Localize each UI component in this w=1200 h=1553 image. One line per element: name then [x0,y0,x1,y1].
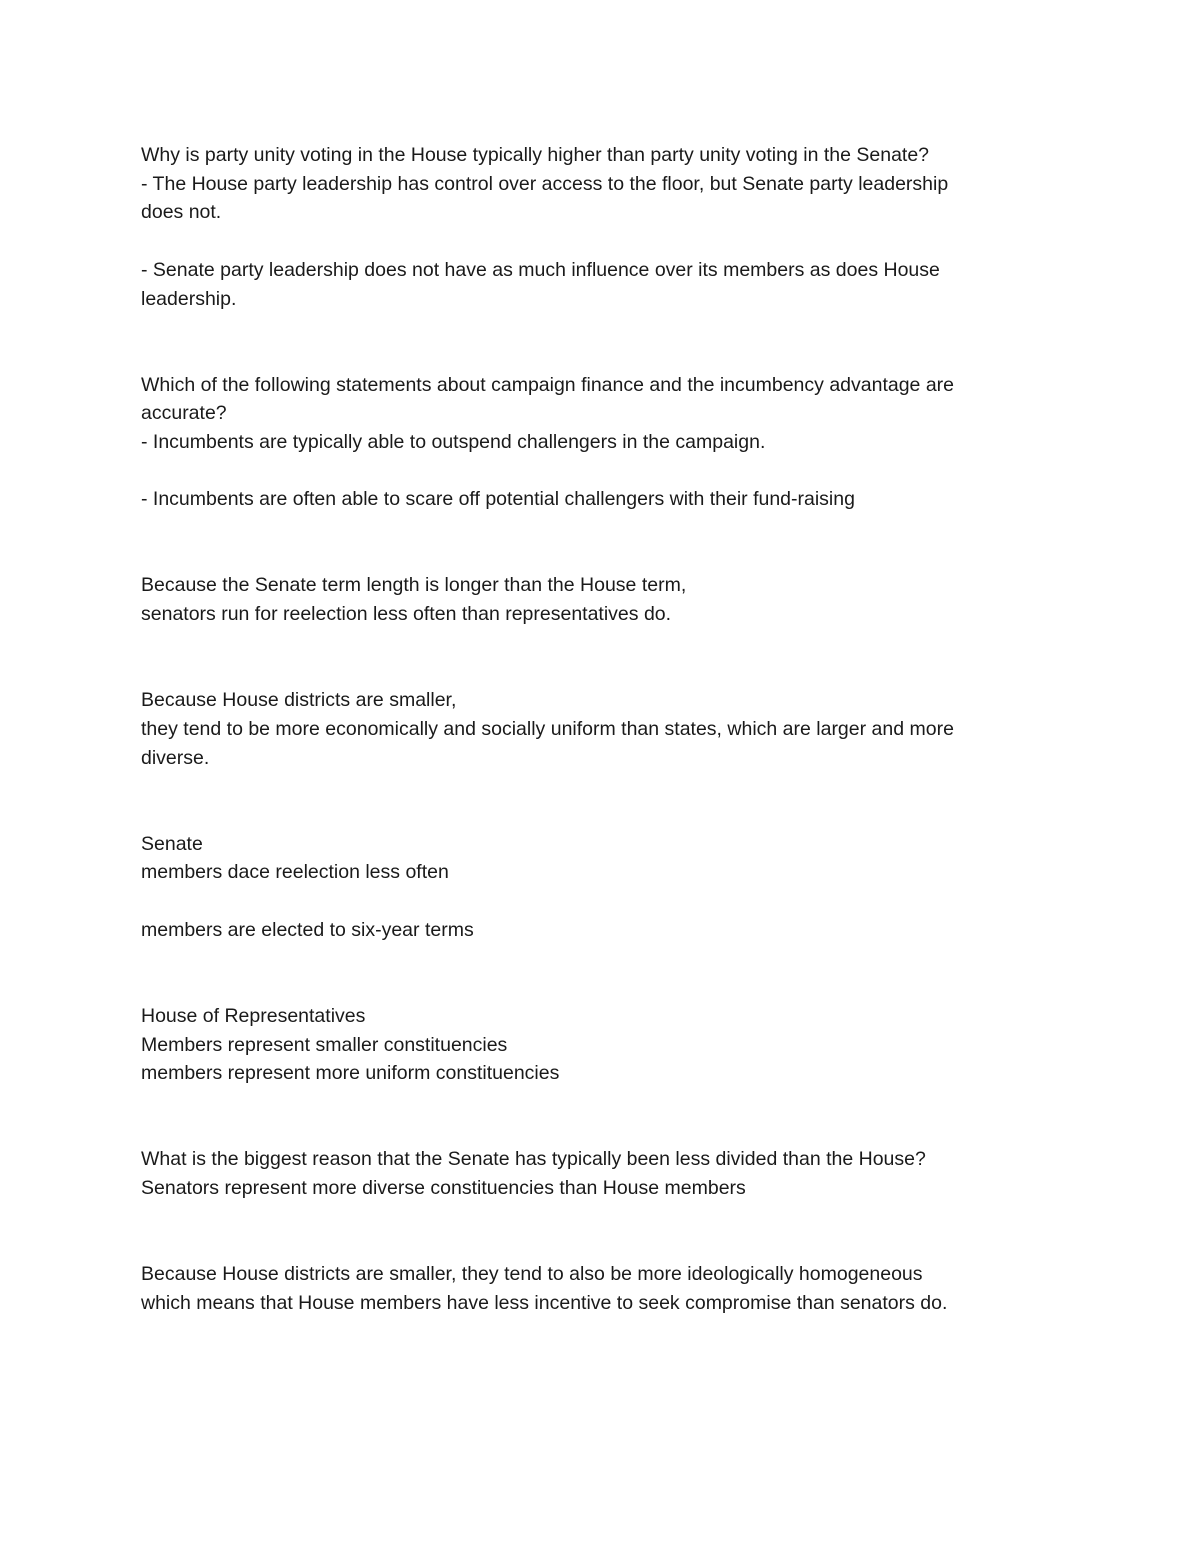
note-text: Because House districts are smaller, [141,689,457,712]
note-house-districts [141,686,1051,772]
note-term-length [141,571,1051,628]
question-senate-divided [141,1145,1051,1202]
section-house [141,1002,1051,1088]
question-party-unity [141,141,1051,227]
spacer [141,313,1051,370]
question-text: Why is party unity voting in the House typically higher than party unity voting in the Senate? [141,144,930,166]
section-item: Members represent smaller constituencies [141,1033,508,1056]
question-campaign-finance [141,371,1051,457]
answer-text: - Incumbents are often able to scare off potential challengers with their fund-raising [141,488,855,511]
note-text: Because the Senate term length is longer than the House term, [141,574,687,597]
section-senate [141,830,1051,887]
answer-party-unity-2 [141,256,1051,313]
spacer [141,457,1051,486]
spacer [141,772,1051,829]
question-text: What is the biggest reason that the Senate has typically been less divided than the House? [141,1148,926,1171]
answer-campaign-finance-2 [141,485,1051,514]
answer-text: - Incumbents are typically able to outspend challengers in the campaign. [141,431,766,453]
spacer [141,887,1051,916]
question-text: accurate? [141,402,227,425]
section-item: members represent more uniform constituencies [141,1062,560,1085]
answer-text: - The House party leadership has control over access to the floor, but Senate party leadership [141,172,949,195]
section-heading: Senate [141,832,203,855]
section-heading: House of Representatives [141,1004,366,1027]
spacer [141,514,1051,571]
note-compromise [141,1260,1051,1317]
question-text: Which of the following statements about campaign finance and the incumbency advantage are [141,373,955,396]
note-text: which means that House members have less incentive to seek compromise than senators do. [141,1291,948,1314]
note-text: senators run for reelection less often than representatives do. [141,603,672,626]
spacer [141,629,1051,686]
spacer [141,945,1051,1002]
answer-text: leadership. [141,287,237,310]
note-text: Because House districts are smaller, they tend to also be more ideologically homogeneous [141,1263,923,1286]
answer-text: Senators represent more diverse constituencies than House members [141,1177,746,1200]
spacer [141,1203,1051,1260]
answer-text: - Senate party leadership does not have as much influence over its members as does House [141,258,940,281]
answer-text: does not. [141,201,222,224]
section-senate-2 [141,916,1051,945]
section-item: members are elected to six-year terms [141,918,474,941]
section-item: members dace reelection less often [141,861,449,884]
note-text: diverse. [141,746,210,769]
spacer [141,1088,1051,1145]
document-body [141,141,1051,1318]
note-text: they tend to be more economically and socially uniform than states, which are larger and more [141,717,954,740]
spacer [141,227,1051,256]
